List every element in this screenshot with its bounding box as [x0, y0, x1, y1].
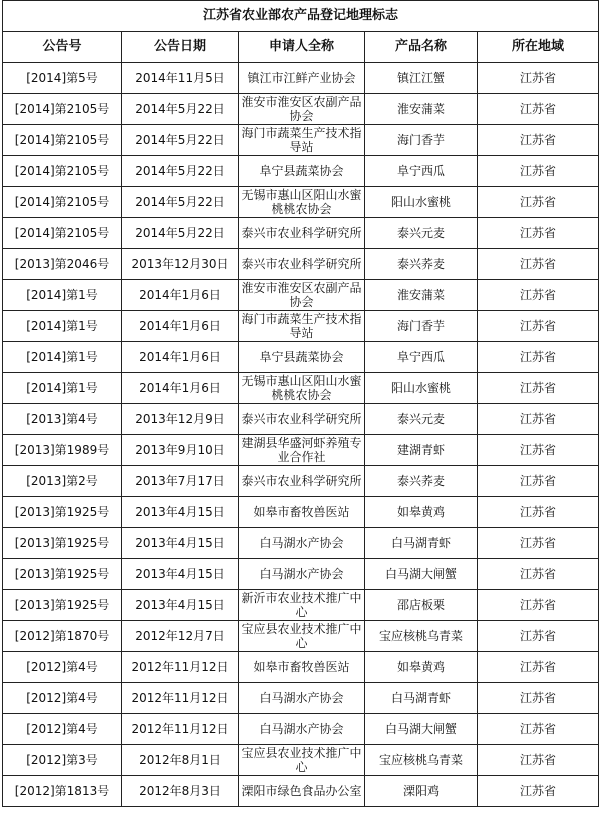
- cell-region: 江苏省: [478, 497, 599, 528]
- cell-region: 江苏省: [478, 404, 599, 435]
- cell-announcement-date: 2012年8月3日: [122, 776, 239, 807]
- table-row: [3, 652, 599, 683]
- table-row: [3, 621, 599, 652]
- table-row: [3, 404, 599, 435]
- cell-product: 海门香芋: [365, 311, 478, 342]
- cell-region: 江苏省: [478, 559, 599, 590]
- cell-product: 泰兴元麦: [365, 404, 478, 435]
- cell-applicant: 如皋市畜牧兽医站: [239, 652, 365, 683]
- cell-announcement-no: [2014]第2105号: [3, 156, 122, 187]
- table-body: [3, 63, 599, 807]
- table-row: [3, 714, 599, 745]
- cell-announcement-date: 2012年11月12日: [122, 714, 239, 745]
- cell-applicant: 淮安市淮安区农副产品协会: [239, 94, 365, 125]
- cell-product: 宝应核桃乌青菜: [365, 745, 478, 776]
- cell-product: 泰兴荞麦: [365, 466, 478, 497]
- cell-announcement-date: 2014年1月6日: [122, 342, 239, 373]
- title-row: [3, 1, 599, 32]
- cell-region: 江苏省: [478, 528, 599, 559]
- cell-announcement-date: 2013年9月10日: [122, 435, 239, 466]
- table-row: [3, 218, 599, 249]
- cell-applicant: 泰兴市农业科学研究所: [239, 249, 365, 280]
- cell-announcement-no: [2014]第2105号: [3, 125, 122, 156]
- cell-product: 淮安蒲菜: [365, 94, 478, 125]
- cell-announcement-no: [2013]第1925号: [3, 559, 122, 590]
- cell-announcement-no: [2014]第1号: [3, 342, 122, 373]
- cell-applicant: 宝应县农业技术推广中心: [239, 621, 365, 652]
- cell-product: 建湖青虾: [365, 435, 478, 466]
- cell-announcement-no: [2014]第2105号: [3, 218, 122, 249]
- cell-product: 白马湖大闸蟹: [365, 559, 478, 590]
- header-row: [3, 32, 599, 63]
- cell-product: 如皋黄鸡: [365, 652, 478, 683]
- header-announcement-date: 公告日期: [122, 32, 239, 63]
- cell-product: 白马湖青虾: [365, 683, 478, 714]
- table-row: [3, 249, 599, 280]
- cell-applicant: 海门市蔬菜生产技术指导站: [239, 311, 365, 342]
- cell-applicant: 阜宁县蔬菜协会: [239, 156, 365, 187]
- cell-announcement-no: [2014]第2105号: [3, 187, 122, 218]
- cell-announcement-date: 2014年5月22日: [122, 187, 239, 218]
- cell-region: 江苏省: [478, 218, 599, 249]
- cell-announcement-no: [2013]第2046号: [3, 249, 122, 280]
- cell-announcement-date: 2012年12月7日: [122, 621, 239, 652]
- cell-applicant: 泰兴市农业科学研究所: [239, 218, 365, 249]
- cell-announcement-date: 2014年5月22日: [122, 94, 239, 125]
- header-product: 产品名称: [365, 32, 478, 63]
- cell-region: 江苏省: [478, 714, 599, 745]
- cell-applicant: 淮安市淮安区农副产品协会: [239, 280, 365, 311]
- cell-announcement-date: 2013年4月15日: [122, 559, 239, 590]
- cell-announcement-no: [2012]第1870号: [3, 621, 122, 652]
- cell-region: 江苏省: [478, 590, 599, 621]
- cell-announcement-date: 2014年1月6日: [122, 311, 239, 342]
- cell-announcement-no: [2013]第2号: [3, 466, 122, 497]
- cell-product: 白马湖大闸蟹: [365, 714, 478, 745]
- cell-announcement-date: 2013年7月17日: [122, 466, 239, 497]
- table-row: [3, 466, 599, 497]
- cell-announcement-date: 2013年4月15日: [122, 497, 239, 528]
- table-row: [3, 311, 599, 342]
- cell-product: 溧阳鸡: [365, 776, 478, 807]
- cell-region: 江苏省: [478, 621, 599, 652]
- cell-announcement-no: [2014]第1号: [3, 373, 122, 404]
- cell-product: 海门香芋: [365, 125, 478, 156]
- cell-announcement-date: 2012年11月12日: [122, 683, 239, 714]
- cell-announcement-no: [2012]第3号: [3, 745, 122, 776]
- cell-region: 江苏省: [478, 311, 599, 342]
- cell-applicant: 海门市蔬菜生产技术指导站: [239, 125, 365, 156]
- cell-region: 江苏省: [478, 280, 599, 311]
- table-row: [3, 559, 599, 590]
- cell-product: 阳山水蜜桃: [365, 187, 478, 218]
- header-announcement-no: 公告号: [3, 32, 122, 63]
- cell-product: 邵店板栗: [365, 590, 478, 621]
- cell-applicant: 建湖县华盛河虾养殖专业合作社: [239, 435, 365, 466]
- cell-announcement-date: 2012年11月12日: [122, 652, 239, 683]
- cell-applicant: 新沂市农业技术推广中心: [239, 590, 365, 621]
- cell-announcement-no: [2012]第4号: [3, 683, 122, 714]
- cell-announcement-no: [2014]第5号: [3, 63, 122, 94]
- cell-product: 泰兴荞麦: [365, 249, 478, 280]
- cell-announcement-no: [2013]第4号: [3, 404, 122, 435]
- cell-announcement-date: 2014年11月5日: [122, 63, 239, 94]
- cell-region: 江苏省: [478, 187, 599, 218]
- cell-product: 阜宁西瓜: [365, 156, 478, 187]
- cell-region: 江苏省: [478, 94, 599, 125]
- header-region: 所在地域: [478, 32, 599, 63]
- cell-announcement-date: 2014年5月22日: [122, 218, 239, 249]
- cell-applicant: 白马湖水产协会: [239, 714, 365, 745]
- cell-applicant: 如皋市畜牧兽医站: [239, 497, 365, 528]
- cell-product: 泰兴元麦: [365, 218, 478, 249]
- cell-region: 江苏省: [478, 776, 599, 807]
- cell-applicant: 宝应县农业技术推广中心: [239, 745, 365, 776]
- cell-announcement-no: [2012]第4号: [3, 714, 122, 745]
- cell-announcement-no: [2012]第4号: [3, 652, 122, 683]
- cell-announcement-date: 2012年8月1日: [122, 745, 239, 776]
- table-row: [3, 497, 599, 528]
- table-row: [3, 187, 599, 218]
- cell-applicant: 溧阳市绿色食品办公室: [239, 776, 365, 807]
- cell-region: 江苏省: [478, 249, 599, 280]
- cell-announcement-no: [2014]第1号: [3, 311, 122, 342]
- cell-product: 阜宁西瓜: [365, 342, 478, 373]
- cell-announcement-date: 2014年5月22日: [122, 156, 239, 187]
- cell-applicant: 无锡市惠山区阳山水蜜桃桃农协会: [239, 373, 365, 404]
- table-row: [3, 590, 599, 621]
- cell-region: 江苏省: [478, 342, 599, 373]
- cell-announcement-no: [2013]第1925号: [3, 528, 122, 559]
- registry-table: [2, 0, 599, 807]
- cell-region: 江苏省: [478, 683, 599, 714]
- cell-applicant: 白马湖水产协会: [239, 528, 365, 559]
- cell-announcement-no: [2014]第1号: [3, 280, 122, 311]
- cell-region: 江苏省: [478, 156, 599, 187]
- table-row: [3, 94, 599, 125]
- cell-applicant: 阜宁县蔬菜协会: [239, 342, 365, 373]
- cell-product: 镇江江蟹: [365, 63, 478, 94]
- cell-region: 江苏省: [478, 63, 599, 94]
- table-row: [3, 125, 599, 156]
- cell-announcement-date: 2013年12月30日: [122, 249, 239, 280]
- cell-region: 江苏省: [478, 652, 599, 683]
- cell-product: 淮安蒲菜: [365, 280, 478, 311]
- cell-announcement-date: 2013年4月15日: [122, 528, 239, 559]
- table-row: [3, 683, 599, 714]
- table-row: [3, 280, 599, 311]
- cell-region: 江苏省: [478, 125, 599, 156]
- table-row: [3, 435, 599, 466]
- table-row: [3, 776, 599, 807]
- cell-product: 阳山水蜜桃: [365, 373, 478, 404]
- cell-announcement-date: 2014年1月6日: [122, 373, 239, 404]
- cell-applicant: 泰兴市农业科学研究所: [239, 466, 365, 497]
- cell-region: 江苏省: [478, 745, 599, 776]
- cell-announcement-date: 2013年12月9日: [122, 404, 239, 435]
- cell-announcement-no: [2014]第2105号: [3, 94, 122, 125]
- table-title: 江苏省农业部农产品登记地理标志: [3, 1, 599, 32]
- table-row: [3, 342, 599, 373]
- cell-announcement-no: [2013]第1925号: [3, 590, 122, 621]
- header-applicant: 申请人全称: [239, 32, 365, 63]
- cell-applicant: 白马湖水产协会: [239, 683, 365, 714]
- cell-applicant: 无锡市惠山区阳山水蜜桃桃农协会: [239, 187, 365, 218]
- cell-announcement-no: [2013]第1925号: [3, 497, 122, 528]
- cell-region: 江苏省: [478, 435, 599, 466]
- cell-region: 江苏省: [478, 466, 599, 497]
- cell-applicant: 白马湖水产协会: [239, 559, 365, 590]
- cell-announcement-date: 2014年1月6日: [122, 280, 239, 311]
- table-row: [3, 373, 599, 404]
- cell-region: 江苏省: [478, 373, 599, 404]
- table-row: [3, 528, 599, 559]
- table-row: [3, 745, 599, 776]
- cell-announcement-no: [2012]第1813号: [3, 776, 122, 807]
- cell-applicant: 镇江市江鲜产业协会: [239, 63, 365, 94]
- cell-applicant: 泰兴市农业科学研究所: [239, 404, 365, 435]
- table-row: [3, 156, 599, 187]
- cell-announcement-no: [2013]第1989号: [3, 435, 122, 466]
- cell-announcement-date: 2013年4月15日: [122, 590, 239, 621]
- cell-product: 白马湖青虾: [365, 528, 478, 559]
- cell-product: 宝应核桃乌青菜: [365, 621, 478, 652]
- cell-announcement-date: 2014年5月22日: [122, 125, 239, 156]
- cell-product: 如皋黄鸡: [365, 497, 478, 528]
- table-row: [3, 63, 599, 94]
